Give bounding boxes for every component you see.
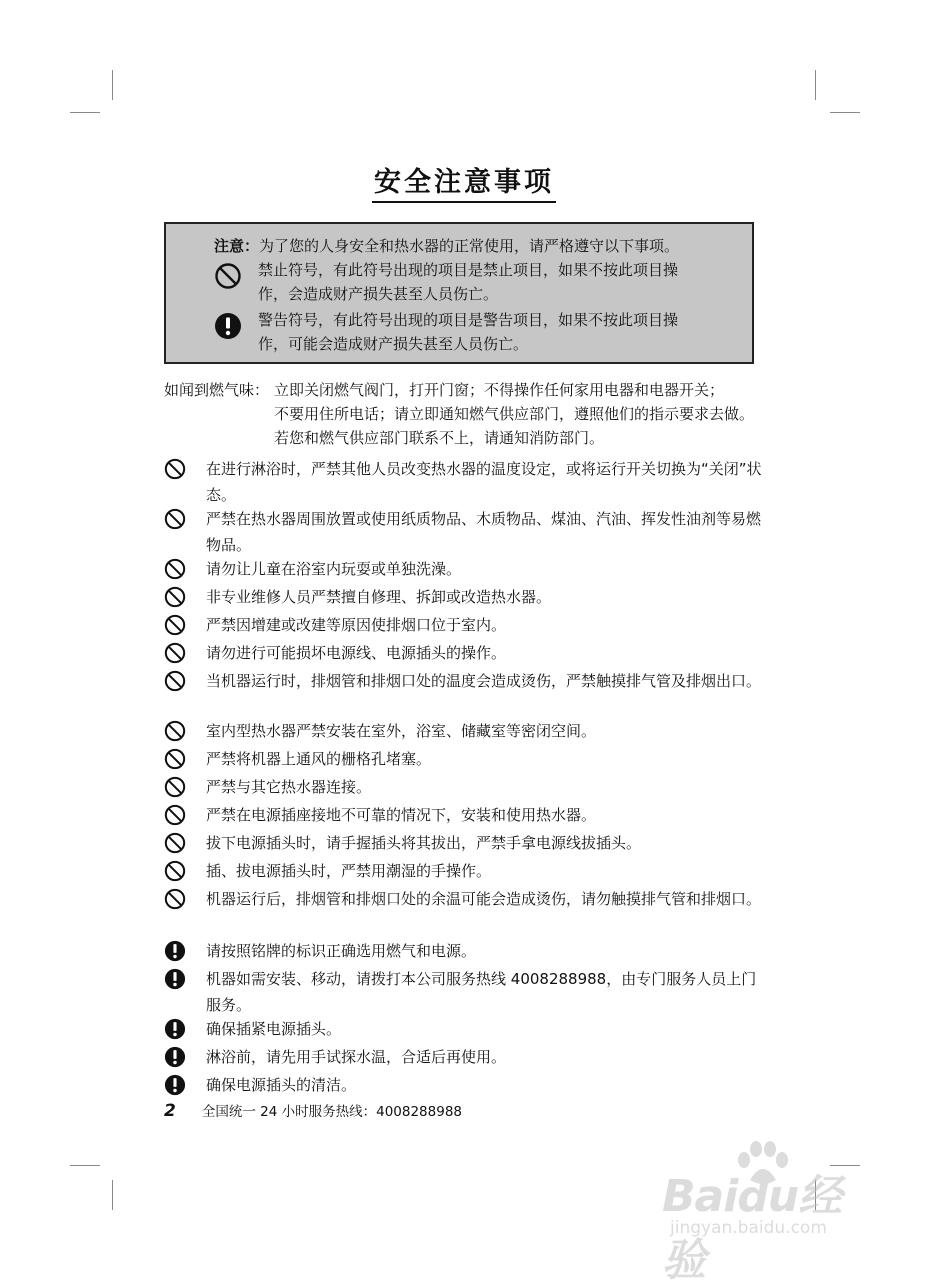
crop-mark — [112, 70, 113, 100]
gas-line-1: 立即关闭燃气阀门，打开门窗；不得操作任何家用电器和电器开关； — [274, 381, 725, 399]
safety-item-text: 拔下电源插头时，请手握插头将其拔出，严禁手拿电源线拔插头。 — [206, 834, 642, 852]
footer — [164, 1100, 462, 1121]
safety-item-text: 插、拔电源插头时，严禁用潮湿的手操作。 — [206, 862, 492, 880]
warning-icon — [164, 940, 186, 962]
crop-mark — [112, 1180, 113, 1210]
warning-icon — [164, 1046, 186, 1068]
prohibit-icon — [164, 776, 186, 798]
safety-item-text: 机器如需安装、移动，请拨打本公司服务热线 4008288988，由专门服务人员上门服务。 — [206, 970, 757, 1014]
watermark-url: jingyan.baidu.com — [670, 1218, 827, 1238]
page-title: 安全注意事项 — [372, 160, 556, 203]
safety-item-text: 请按照铭牌的标识正确选用燃气和电源。 — [206, 942, 477, 960]
page-title-wrap — [0, 160, 928, 203]
warning-icon — [164, 1074, 186, 1096]
notice-label: 注意： — [214, 237, 260, 255]
safety-item-text: 严禁在电源插座接地不可靠的情况下，安装和使用热水器。 — [206, 806, 597, 824]
baidu-watermark — [662, 1140, 872, 1286]
crop-mark — [70, 1165, 100, 1166]
warning-icon — [214, 312, 242, 340]
notice-box — [164, 222, 754, 364]
prohibit-icon — [164, 860, 186, 882]
safety-item-text: 严禁在热水器周围放置或使用纸质物品、木质物品、煤油、汽油、挥发性油剂等易燃物品。 — [206, 510, 762, 554]
gas-label: 如闻到燃气味： — [164, 381, 270, 399]
safety-item-text: 请勿让儿童在浴室内玩耍或单独洗澡。 — [206, 560, 462, 578]
prohibit-icon — [164, 804, 186, 826]
prohibit-icon — [214, 262, 242, 290]
prohibit-icon — [164, 586, 186, 608]
prohibit-icon — [164, 614, 186, 636]
crop-mark — [70, 112, 100, 113]
prohibit-icon — [164, 832, 186, 854]
gas-line-2: 不要用住所电话；请立即通知燃气供应部门，遵照他们的指示要求去做。 — [274, 405, 755, 423]
prohibit-icon — [164, 720, 186, 742]
warning-icon — [164, 968, 186, 990]
prohibit-desc-line1: 禁止符号，有此符号出现的项目是禁止项目，如果不按此项目操 — [258, 261, 679, 279]
safety-item-text: 严禁与其它热水器连接。 — [206, 778, 372, 796]
safety-item-text: 非专业维修人员严禁擅自修理、拆卸或改造热水器。 — [206, 588, 552, 606]
warning-desc-line1: 警告符号，有此符号出现的项目是警告项目，如果不按此项目操 — [258, 311, 679, 329]
prohibit-icon — [164, 748, 186, 770]
warning-icon — [164, 1018, 186, 1040]
safety-item-text: 确保电源插头的清洁。 — [206, 1076, 357, 1094]
safety-item-text: 室内型热水器严禁安装在室外，浴室、储藏室等密闭空间。 — [206, 722, 597, 740]
gas-line-3: 若您和燃气供应部门联系不上，请通知消防部门。 — [274, 429, 605, 447]
watermark-brand: Baidu经验 — [662, 1171, 842, 1286]
prohibit-icon — [164, 558, 186, 580]
prohibit-icon — [164, 670, 186, 692]
safety-item-text: 严禁因增建或改建等原因使排烟口位于室内。 — [206, 616, 507, 634]
warning-desc-line2: 作，可能会造成财产损失甚至人员伤亡。 — [258, 335, 529, 353]
safety-item-text: 当机器运行时，排烟管和排烟口处的温度会造成烫伤，严禁触摸排气管及排烟出口。 — [206, 672, 762, 690]
prohibit-icon — [164, 458, 186, 480]
safety-item-text: 确保插紧电源插头。 — [206, 1020, 342, 1038]
safety-item-text: 严禁将机器上通风的栅格孔堵塞。 — [206, 750, 432, 768]
prohibit-icon — [164, 508, 186, 530]
crop-mark — [830, 112, 860, 113]
crop-mark — [815, 70, 816, 100]
prohibit-icon — [164, 642, 186, 664]
safety-item-text: 在进行淋浴时，严禁其他人员改变热水器的温度设定，或将运行开关切换为“关闭”状态。 — [206, 460, 762, 504]
page-number: 2 — [164, 1101, 176, 1121]
safety-item-text: 淋浴前，请先用手试探水温，合适后再使用。 — [206, 1048, 507, 1066]
prohibit-desc-line2: 作，会造成财产损失甚至人员伤亡。 — [258, 285, 499, 303]
notice-lead-text: 为了您的人身安全和热水器的正常使用，请严格遵守以下事项。 — [259, 237, 680, 255]
safety-item-text: 机器运行后，排烟管和排烟口处的余温可能会造成烫伤，请勿触摸排气管和排烟口。 — [206, 890, 762, 908]
service-hotline: 全国统一 24 小时服务热线：4008288988 — [201, 1104, 462, 1120]
safety-item-text: 请勿进行可能损坏电源线、电源插头的操作。 — [206, 644, 507, 662]
notice-lead — [214, 234, 679, 258]
prohibit-icon — [164, 888, 186, 910]
